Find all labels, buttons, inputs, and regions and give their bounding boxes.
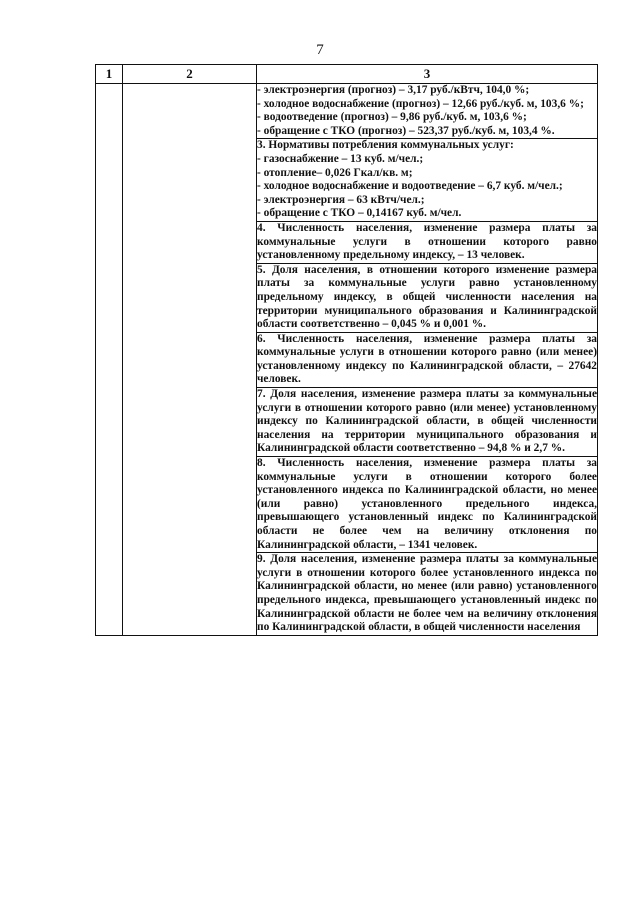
tariff-forecast-section: [257, 84, 598, 139]
column-1-cell: [96, 84, 123, 636]
column-header-1: 1: [96, 65, 123, 84]
paragraph-6: 6. Численность населения, изменение размера платы за коммунальные услуги в отношении которого равно (или менее) установленному индексу по Калининградской области, – 27642 человек.: [257, 332, 598, 387]
paragraph-4: 4. Численность населения, изменение размера платы за коммунальные услуги в отношении которого равно установленному предельному индексу, – 13 человек.: [257, 221, 598, 263]
column-2-cell: [123, 84, 257, 636]
list-item: - обращение с ТКО (прогноз) – 523,37 руб./куб. м, 103,4 %.: [257, 124, 555, 137]
list-item: - электроэнергия – 63 кВтч/чел.;: [257, 193, 425, 206]
paragraph-8: 8. Численность населения, изменение размера платы за коммунальные услуги в отношении которого более установленного индекса по Калининградской области, но менее (или равно) установленного предельного индекса, превышающего установленный индекс по Калининградской области не более чем на величину отклонения по Калининградской области, – 1341 человек.: [257, 457, 598, 553]
list-item: - обращение с ТКО – 0,14167 куб. м/чел.: [257, 207, 462, 220]
page-number: 7: [316, 42, 324, 58]
list-item: - водоотведение (прогноз) – 9,86 руб./куб. м, 103,6 %;: [257, 111, 527, 124]
list-item: - холодное водоснабжение и водоотведение – 6,7 куб. м/чел.;: [257, 180, 563, 193]
list-item: - электроэнергия (прогноз) – 3,17 руб./кВтч, 104,0 %;: [257, 84, 530, 96]
section-heading: 3. Нормативы потребления коммунальных услуг:: [257, 139, 514, 152]
paragraph-9: 9. Доля населения, изменение размера платы за коммунальные услуги в отношении которого более установленного индекса по Калининградской области, но менее (или равно) установленного предельного индекса, превышающего установленный индекс по Калининградской области не более чем на величину отклонения по Калининградской области, в общей численности населения: [257, 553, 598, 636]
paragraph-5: 5. Доля населения, в отношении которого изменение размера платы за коммунальные услуги равно установленному предельному индексу, в общей численности населения на территории муниципального образования и Калининградской области соответственно – 0,045 % и 0,001 %.: [257, 263, 598, 332]
column-header-2: 2: [123, 65, 257, 84]
list-item: - холодное водоснабжение (прогноз) – 12,66 руб./куб. м, 103,6 %;: [257, 97, 584, 110]
list-item: - газоснабжение – 13 куб. м/чел.;: [257, 152, 424, 165]
column-header-3: 3: [257, 65, 598, 84]
document-table: [95, 64, 598, 636]
list-item: - отопление– 0,026 Гкал/кв. м;: [257, 166, 413, 179]
table-header-row: [96, 65, 598, 84]
table-row: [96, 84, 598, 139]
paragraph-7: 7. Доля населения, изменение размера платы за коммунальные услуги в отношении которого равно (или менее) установленному индексу по Калининградской области, в общей численности населения на территории муниципального образования и Калининградской области соответственно – 94,8 % и 2,7 %.: [257, 388, 598, 457]
consumption-norms-section: [257, 139, 598, 222]
